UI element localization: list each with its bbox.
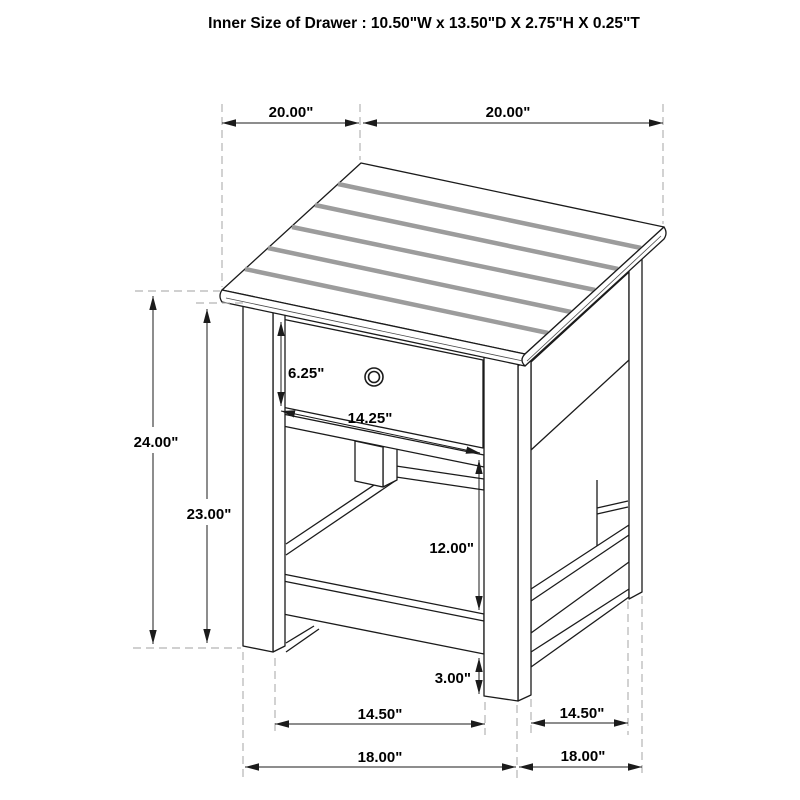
dim-label-top-width: 20.00" [268,104,314,121]
dimension-top-width [222,104,359,123]
left-bottom-rail-top [286,626,314,643]
center-divider-front [355,441,383,487]
dimension-side-leg-span [531,705,628,723]
back-drawer-rail [396,466,484,490]
front-left-leg-side [273,298,285,652]
side-shelf-edge [531,525,629,633]
dim-label-front-leg-span: 14.50" [357,706,403,723]
drawing-title: Inner Size of Drawer : 10.50"W x 13.50"D X 2.75"H X 0.25"T [208,15,640,32]
dim-label-side-overall: 18.00" [560,748,606,765]
dim-label-overall-height: 24.00" [133,434,179,451]
dimension-overall-height [126,296,186,644]
front-right-leg-side [518,357,531,701]
dimension-front-overall [245,749,516,767]
dim-label-drawer-height: 6.25" [288,365,325,382]
left-inner-rail-bottom [286,481,395,555]
back-rail-through-opening-bottom [597,507,628,514]
dimension-top-depth [363,104,663,123]
dim-label-shelf-to-floor: 3.00" [434,670,471,687]
dim-label-front-overall: 18.00" [357,749,403,766]
dimension-height-under-top [179,309,239,643]
front-right-leg [484,355,518,701]
shelf-front-rail [273,572,484,654]
front-left-leg [243,303,273,652]
dim-label-drawer-to-shelf: 12.00" [429,540,474,557]
dim-label-top-depth: 20.00" [485,104,531,121]
dimension-front-leg-span [275,706,485,724]
dimension-shelf-to-floor [435,658,479,694]
dimension-side-overall [519,748,642,767]
back-rail-through-opening-top [597,501,628,508]
dim-label-height-under-top: 23.00" [186,506,232,523]
dim-label-side-leg-span: 14.50" [559,705,605,722]
dim-label-drawer-width: 14.25" [347,410,393,427]
back-right-leg [629,256,642,599]
